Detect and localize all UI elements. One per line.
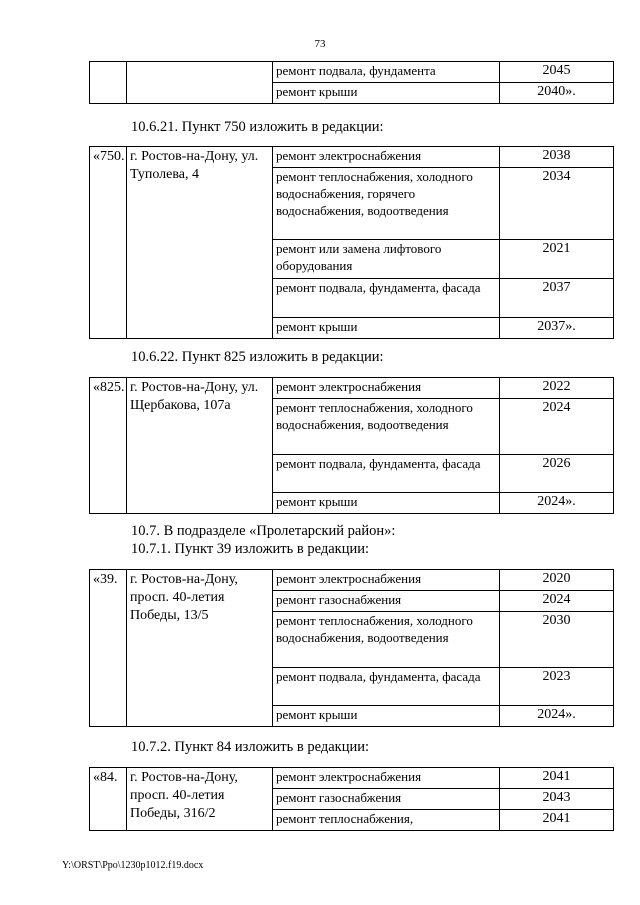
year-cell: 2023 <box>500 668 614 706</box>
num-cell <box>90 62 127 104</box>
table-item-84 <box>89 767 614 831</box>
table-item-825 <box>89 377 614 514</box>
work-cell: ремонт крыши <box>273 318 500 339</box>
work-cell: ремонт крыши <box>273 706 500 727</box>
work-cell: ремонт крыши <box>273 493 500 514</box>
work-cell: ремонт или замена лифтового оборудования <box>273 240 500 279</box>
work-cell: ремонт электроснабжения <box>273 378 500 399</box>
table-row <box>90 378 614 399</box>
year-cell: 2045 <box>500 62 614 83</box>
work-cell: ремонт газоснабжения <box>273 789 500 810</box>
table-item-39 <box>89 569 614 727</box>
paragraph-10-6-21: 10.6.21. Пункт 750 изложить в редакции: <box>131 119 384 135</box>
footer-file-path: Y:\ORST\Ppo\1230p1012.f19.docx <box>62 860 204 871</box>
item-number: «39. <box>90 570 127 727</box>
address-cell: г. Ростов-на-Дону, просп. 40-летия Победы, 316/2 <box>127 768 273 831</box>
page-number: 73 <box>314 38 326 50</box>
address-cell: г. Ростов-на-Дону, просп. 40-летия Победы, 13/5 <box>127 570 273 727</box>
year-cell: 2022 <box>500 378 614 399</box>
year-cell: 2043 <box>500 789 614 810</box>
work-cell: ремонт подвала, фундамента <box>273 62 500 83</box>
year-cell: 2037 <box>500 279 614 318</box>
paragraph-10-7: 10.7. В подразделе «Пролетарский район»: <box>131 523 396 539</box>
table-item-750 <box>89 146 614 339</box>
item-number: «825. <box>90 378 127 514</box>
work-cell: ремонт газоснабжения <box>273 591 500 612</box>
year-cell: 2020 <box>500 570 614 591</box>
address-cell: г. Ростов-на-Дону, ул. Щербакова, 107а <box>127 378 273 514</box>
paragraph-10-6-22: 10.6.22. Пункт 825 изложить в редакции: <box>131 349 384 365</box>
address-cell <box>127 62 273 104</box>
item-number: «750. <box>90 147 127 339</box>
work-cell: ремонт теплоснабжения, холодного водоснабжения, водоотведения <box>273 399 500 455</box>
year-cell: 2041 <box>500 768 614 789</box>
year-cell: 2034 <box>500 168 614 240</box>
year-cell: 2041 <box>500 810 614 831</box>
year-cell: 2037». <box>500 318 614 339</box>
year-cell: 2024». <box>500 493 614 514</box>
work-cell: ремонт крыши <box>273 83 500 104</box>
work-cell: ремонт подвала, фундамента, фасада <box>273 279 500 318</box>
table-row <box>90 62 614 83</box>
item-number: «84. <box>90 768 127 831</box>
year-cell: 2024 <box>500 399 614 455</box>
work-cell: ремонт подвала, фундамента, фасада <box>273 455 500 493</box>
work-cell: ремонт электроснабжения <box>273 147 500 168</box>
year-cell: 2024 <box>500 591 614 612</box>
paragraph-10-7-1: 10.7.1. Пункт 39 изложить в редакции: <box>131 541 370 557</box>
work-cell: ремонт теплоснабжения, холодного водоснабжения, горячего водоснабжения, водоотведения <box>273 168 500 240</box>
work-cell: ремонт теплоснабжения, <box>273 810 500 831</box>
table-row <box>90 768 614 789</box>
year-cell: 2026 <box>500 455 614 493</box>
paragraph-10-7-2: 10.7.2. Пункт 84 изложить в редакции: <box>131 739 370 755</box>
year-cell: 2021 <box>500 240 614 279</box>
work-cell: ремонт теплоснабжения, холодного водоснабжения, водоотведения <box>273 612 500 668</box>
table-continuation <box>89 61 614 104</box>
year-cell: 2040». <box>500 83 614 104</box>
address-cell: г. Ростов-на-Дону, ул. Туполева, 4 <box>127 147 273 339</box>
year-cell: 2024». <box>500 706 614 727</box>
year-cell: 2038 <box>500 147 614 168</box>
year-cell: 2030 <box>500 612 614 668</box>
work-cell: ремонт электроснабжения <box>273 768 500 789</box>
table-row <box>90 570 614 591</box>
work-cell: ремонт электроснабжения <box>273 570 500 591</box>
table-row <box>90 147 614 168</box>
work-cell: ремонт подвала, фундамента, фасада <box>273 668 500 706</box>
